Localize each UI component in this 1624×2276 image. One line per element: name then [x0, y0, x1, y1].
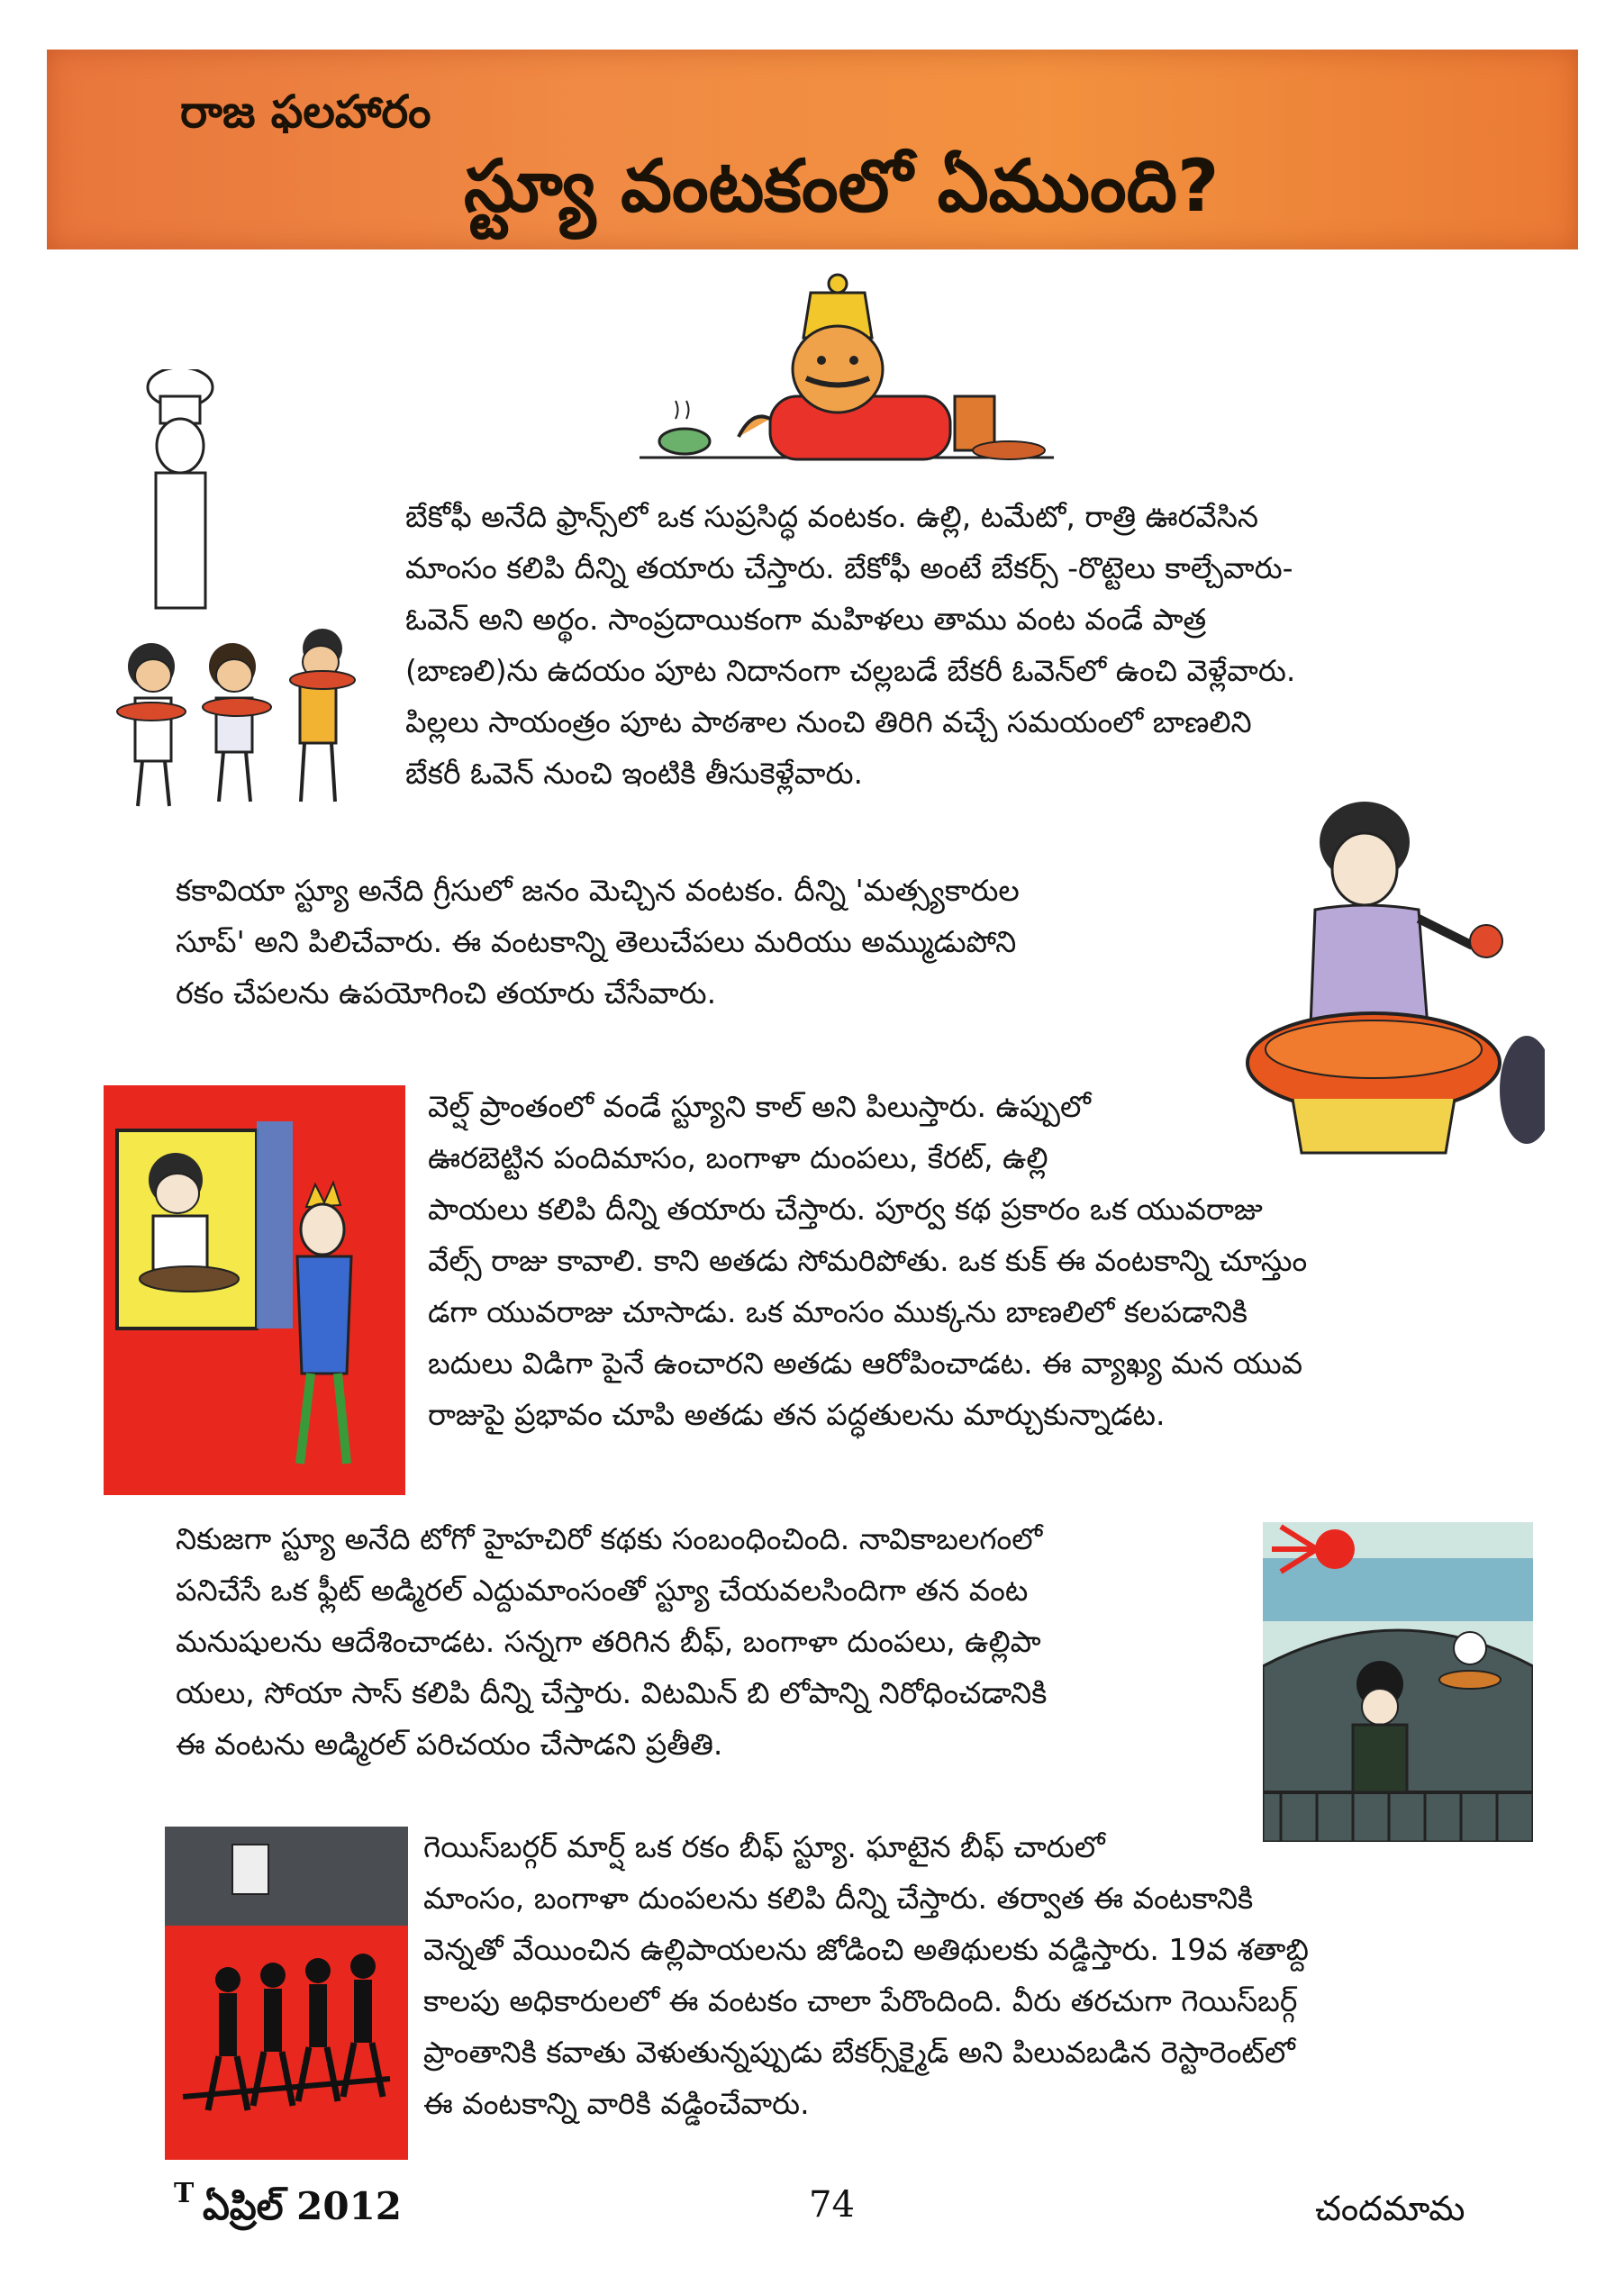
admiral-ship-illustration [1263, 1522, 1533, 1842]
text-line: సూప్' అని పిలిచేవారు. ఈ వంటకాన్ని తెలుచేపలు మరియు అమ్ముడుపోని [176, 924, 1017, 959]
text-line: కకావియా స్ట్యూ అనేది గ్రీసులో జనం మెచ్చిన వంటకం. దీన్ని 'మత్స్యకారుల [176, 873, 1020, 908]
text-line: బేకరీ ఓవెన్ నుంచి ఇంటికి తీసుకెళ్లేవారు. [405, 756, 863, 791]
text-line: పనిచేసే ఒక ఫ్లీట్ అడ్మిరల్ ఎద్దుమాంసంతో స్ట్యూ చేయవలసిందిగా తన వంట [176, 1573, 1029, 1608]
magazine-name: చందమామ [1315, 2189, 1465, 2228]
footer-issue: ఏప్రిల్ 2012 [203, 2184, 403, 2228]
text-line: రాజుపై ప్రభావం చూపి అతడు తన పద్ధతులను మార్చుకున్నాడట. [428, 1397, 1166, 1432]
paragraph-baeckeoffe [405, 491, 1295, 799]
paragraph-nikujaga [176, 1513, 1047, 1770]
text-line: కాలపు అధికారులలో ఈ వంటకం చాలా పేరొందింది. వీరు తరచుగా గెయిస్‌బర్గ్ [423, 1983, 1298, 2018]
text-line: ఈ వంటను అడ్మిరల్ పరిచయం చేసాడని ప్రతీతి. [176, 1727, 723, 1762]
text-line: నికుజగా స్ట్యూ అనేది టోగో హైహచిరో కథకు సంబంధించింది. నావికాబలగంలో [176, 1521, 1043, 1556]
page-title: స్ట్యూ వంటకంలో ఏముంది? [464, 144, 1220, 228]
text-line: యలు, సోయా సాస్ కలిపి దీన్ని చేస్తారు. విటమిన్ బి లోపాన్ని నిరోధించడానికి [176, 1675, 1048, 1710]
text-line: వెల్ష్ ప్రాంతంలో వండే స్ట్యూని కాల్ అని పిలుస్తారు. ఉప్పులో [428, 1089, 1091, 1124]
paragraph-kakavia [176, 865, 1020, 1019]
text-line: ఓవెన్ అని అర్థం. సాంప్రదాయికంగా మహిళలు తాము వంట వండే పాత్ర [405, 602, 1207, 637]
text-line: మాంసం కలిపి దీన్ని తయారు చేస్తారు. బేకోఫీ అంటే బేకర్స్ -రొట్టెలు కాల్చేవారు- [405, 550, 1293, 585]
text-line: ఊరబెట్టిన పందిమాసం, బంగాళా దుంపలు, కేరట్, ఉల్లి [428, 1140, 1048, 1175]
text-line: వేల్స్ రాజు కావాలి. కాని అతడు సోమరిపోతు. ఒక కుక్ ఈ వంటకాన్ని చూస్తుం [428, 1243, 1308, 1278]
text-line: ప్రాంతానికి కవాతు వెళుతున్నప్పుడు బేకర్స్‌క్మైడ్ అని పిలువబడిన రెస్టారెంట్‌లో [423, 2035, 1295, 2070]
text-line: డగా యువరాజు చూసాడు. ఒక మాంసం ముక్కను బాణలిలో కలపడానికి [428, 1294, 1247, 1329]
paragraph-geisburger [423, 1821, 1309, 2129]
marching-soldiers-illustration [165, 1827, 408, 2160]
text-line: బేకోఫీ అనేది ఫ్రాన్స్‌లో ఒక సుప్రసిద్ధ వంటకం. ఉల్లి, టమేటో, రాత్రి ఊరవేసిన [405, 499, 1259, 534]
king-illustration [631, 270, 1063, 464]
text-line: గెయిస్‌బర్గర్ మార్ష్ ఒక రకం బీఫ్ స్ట్యూ. ఘాటైన బీఫ్ చారులో [423, 1829, 1105, 1864]
text-line: మాంసం, బంగాళా దుంపలను కలిపి దీన్ని చేస్తారు. తర్వాత ఈ వంటకానికి [423, 1881, 1254, 1916]
series-title: రాజ ఫలహారం [180, 86, 431, 138]
paragraph-cawl [428, 1081, 1307, 1440]
chef-children-illustration [115, 369, 377, 811]
text-line: మనుషులను ఆదేశించాడట. సన్నగా తరిగిన బీఫ్, బంగాళా దుంపలు, ఉల్లిపా [176, 1624, 1041, 1659]
text-line: వెన్నతో వేయించిన ఉల్లిపాయలను జోడించి అతిథులకు వడ్డిస్తారు. 19వ శతాబ్ది [423, 1932, 1309, 1967]
text-line: (బాణలి)ను ఉదయం పూట నిదానంగా చల్లబడే బేకరీ ఓవెన్‌లో ఉంచి వెళ్లేవారు. [405, 653, 1296, 688]
page-number: 74 [809, 2184, 855, 2226]
prince-cook-illustration [104, 1085, 405, 1495]
text-line: పిల్లలు సాయంత్రం పూట పాఠశాల నుంచి తిరిగి వచ్చే సమయంలో బాణలిని [405, 704, 1252, 739]
text-line: బదులు విడిగా పైనే ఉంచారని అతడు ఆరోపించాడట. ఈ వ్యాఖ్య మన యువ [428, 1346, 1303, 1381]
text-line: రకం చేపలను ఉపయోగించి తయారు చేసేవారు. [176, 975, 717, 1011]
text-line: ఈ వంటకాన్ని వారికి వడ్డించేవారు. [423, 2086, 810, 2121]
footer-mark: T [174, 2178, 195, 2209]
text-line: పాయలు కలిపి దీన్ని తయారు చేస్తారు. పూర్వ కథ ప్రకారం ఒక యువరాజు [428, 1192, 1263, 1227]
